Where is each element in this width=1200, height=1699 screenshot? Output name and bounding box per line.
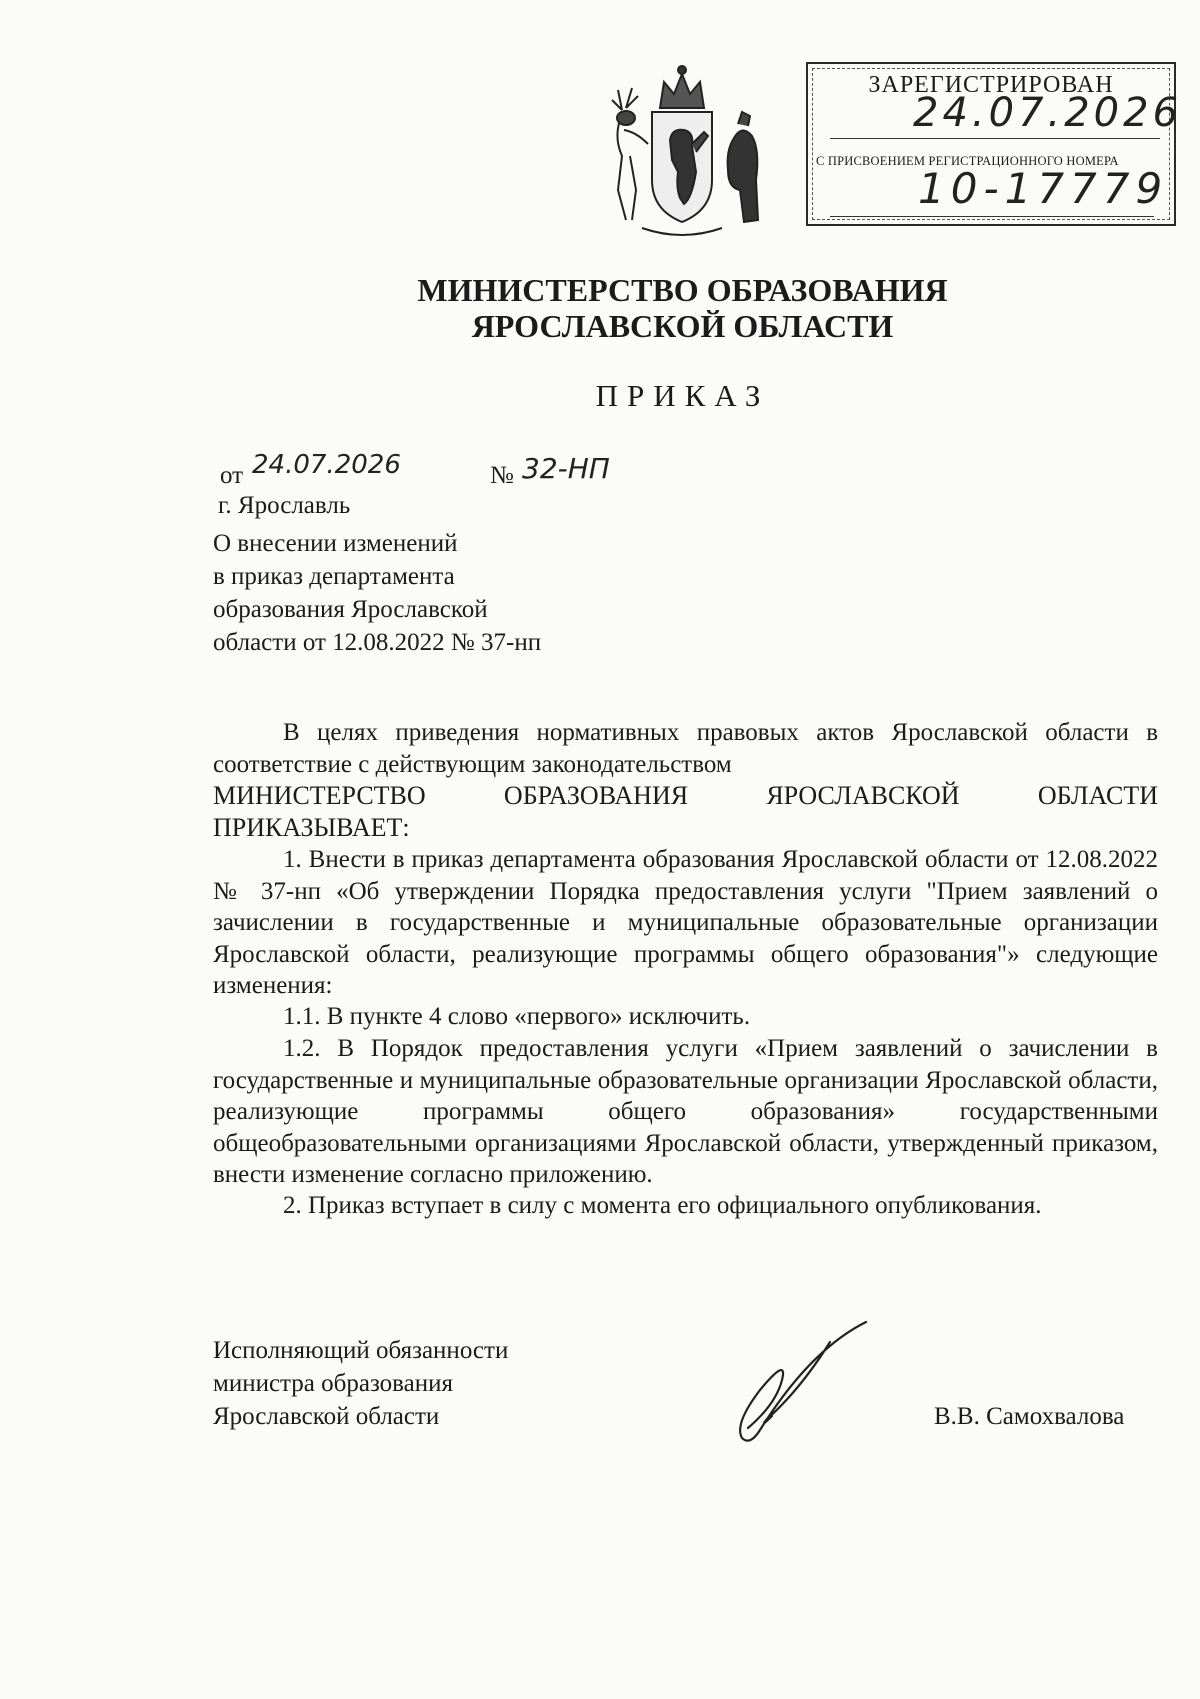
signatory-position: Ярославской области: [213, 1403, 440, 1430]
document-date: 24.07.2026: [252, 450, 401, 480]
orders-verb: ПРИКАЗЫВАЕТ:: [213, 813, 410, 842]
subject-line: О внесении изменений: [213, 530, 458, 557]
signatory-position: министра образования: [213, 1370, 454, 1397]
number-prefix: №: [490, 462, 514, 489]
subject-line: в приказ департамента: [213, 563, 455, 590]
paragraph-2: 2. Приказ вступает в силу с момента его официального опубликования.: [283, 1192, 1042, 1219]
paragraph-1-2: 1.2. В Порядок предоставления услуги «Прием заявлений о зачислении в государственные и муниципальные образовательные организации Ярославской области, реализующие программы общего образования» государственными общеобразовательными организациями Ярославской области, утвержденный приказом, внести изменение согласно приложению.: [213, 1035, 1158, 1188]
paragraph-1: 1. Внести в приказ департамента образования Ярославской области от 12.08.2022 № 37-нп «Об утверждении Порядка предоставления услуги "Прием заявлений о зачислении в государственные и муниципальные образовательные организации Ярославской области, реализующие программы общего образования"» следующие изменения:: [213, 846, 1158, 999]
document-number: 32-НП: [522, 452, 610, 485]
orders-line: МИНИСТЕРСТВО ОБРАЗОВАНИЯ ЯРОСЛАВСКОЙ ОБЛАСТИ: [213, 781, 1158, 810]
subject-line: образования Ярославской: [213, 596, 488, 623]
stamp-divider: [830, 216, 1154, 217]
handwritten-signature: [690, 1320, 890, 1450]
stamp-title: ЗАРЕГИСТРИРОВАН: [868, 72, 1114, 98]
document-type: ПРИКАЗ: [595, 378, 770, 413]
signatory-position: Исполняющий обязанности: [213, 1337, 509, 1364]
stamp-date: 24.07.2026: [913, 90, 1183, 136]
registration-stamp: [806, 62, 1183, 226]
city: г. Ярославль: [218, 492, 351, 519]
coat-of-arms-icon: [592, 60, 772, 240]
intro-paragraph: В целях приведения нормативных правовых актов Ярославской области в соответствие с действующим законодательством: [213, 719, 1158, 778]
stamp-reg-number: 10-17779: [918, 164, 1169, 213]
stamp-subtitle: С ПРИСВОЕНИЕМ РЕГИСТРАЦИОННОГО НОМЕРА: [816, 154, 1119, 168]
signatory-name: В.В. Самохвалова: [934, 1403, 1125, 1430]
subject-line: области от 12.08.2022 № 37-нп: [213, 629, 542, 656]
paragraph-1-1: 1.1. В пункте 4 слово «первого» исключить.: [283, 1003, 751, 1030]
stamp-divider: [830, 138, 1160, 139]
ministry-name-line2: ЯРОСЛАВСКОЙ ОБЛАСТИ: [471, 308, 894, 344]
date-prefix: от: [220, 462, 244, 489]
ministry-name-line1: МИНИСТЕРСТВО ОБРАЗОВАНИЯ: [417, 272, 948, 308]
